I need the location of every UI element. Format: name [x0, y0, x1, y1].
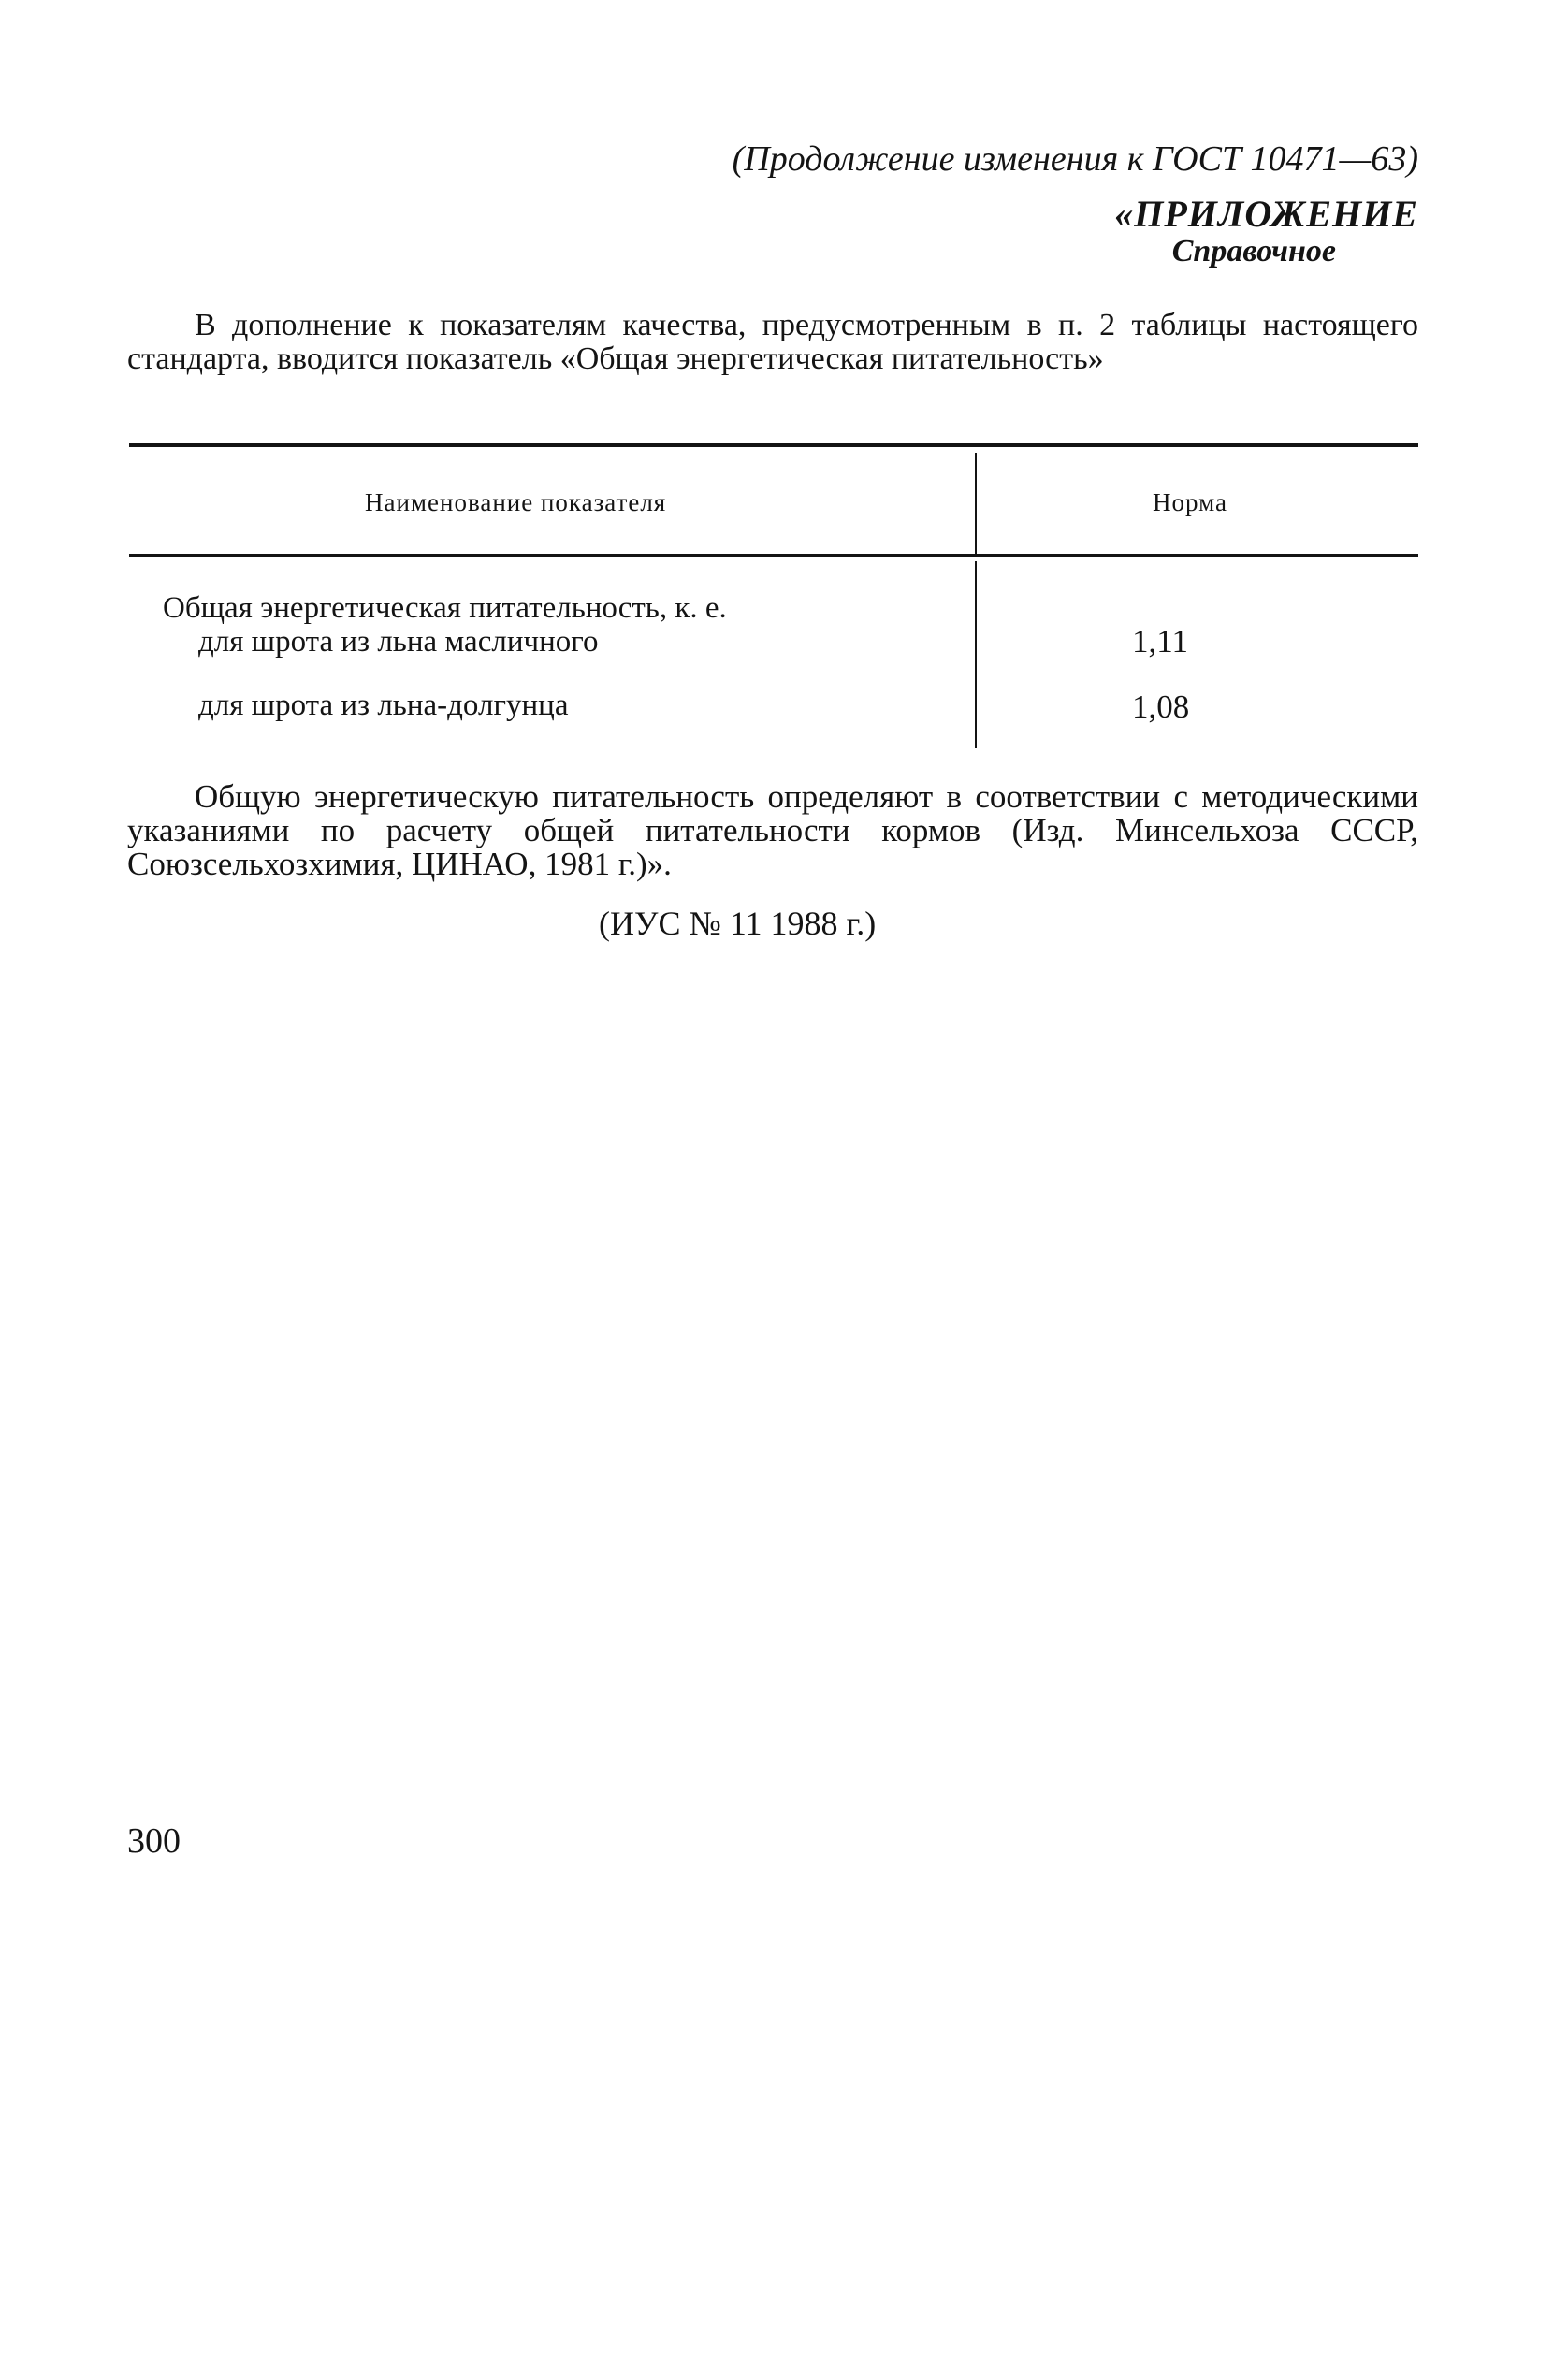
table-header-norm: Норма: [1153, 488, 1227, 516]
table-row-label: для шрота из льна-долгунца: [198, 689, 569, 722]
table-row-label: для шрота из льна масличного: [198, 625, 599, 659]
method-paragraph: Общую энергетическую питательность определяют в соответствии с методическими указаниями по расчету общей питательности кормов (Изд. Минсельхоза СССР, Союзсельхозхимия, ЦИНАО, 1981 г.)».: [127, 778, 1418, 882]
continuation-note: (Продолжение изменения к ГОСТ 10471—63): [732, 139, 1418, 179]
page-number: 300: [127, 1821, 181, 1861]
reference-note: (ИУС № 11 1988 г.): [599, 905, 877, 942]
appendix-title: «ПРИЛОЖЕНИЕ: [1114, 193, 1418, 235]
table-row-value: 1,11: [1132, 623, 1188, 660]
table-header-indicator: Наименование показателя: [365, 488, 667, 516]
appendix-subtitle: Справочное: [1171, 234, 1336, 268]
intro-paragraph: В дополнение к показателям качества, предусмотренным в п. 2 таблицы настоящего стандарта, вводится показатель «Общая энергетическая питательность»: [127, 308, 1418, 376]
table-header-rule: [129, 554, 1418, 557]
table-column-separator: [975, 561, 977, 748]
table-column-separator: [975, 453, 977, 554]
table-row-label: Общая энергетическая питательность, к. е.: [163, 591, 727, 625]
table-row-value: 1,08: [1132, 689, 1190, 725]
table-top-rule: [129, 443, 1418, 447]
